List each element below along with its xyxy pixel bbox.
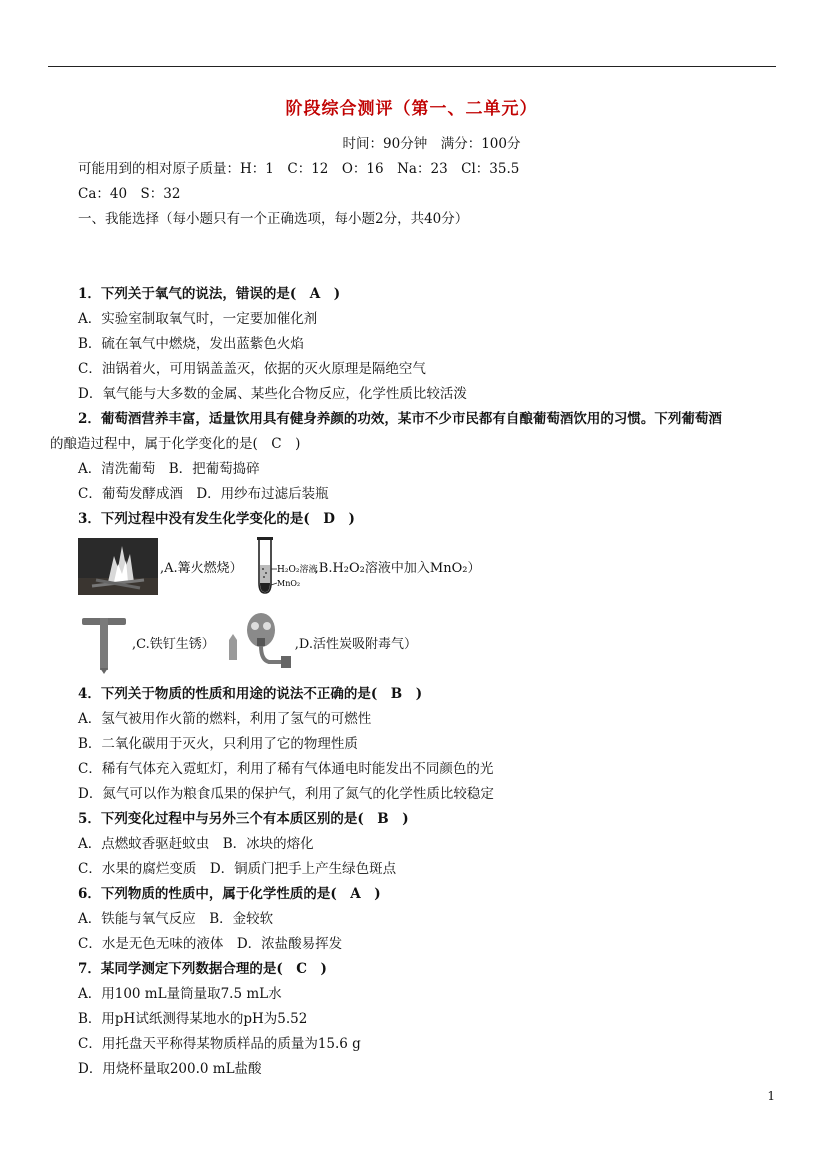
question-3-stem: 3．下列过程中没有发生化学变化的是( D ) — [78, 511, 355, 527]
page-number: 1 — [767, 1089, 775, 1103]
figure-a-caption: ,A.篝火燃烧） — [160, 560, 243, 576]
question-6-options-cd: C．水是无色无味的液体 D．浓盐酸易挥发 — [78, 936, 343, 952]
figure-b-label-catalyst: MnO₂ — [276, 579, 300, 588]
figure-d-caption: ,D.活性炭吸附毒气） — [294, 636, 417, 652]
question-6-options-ab: A．铁能与氧气反应 B．金较软 — [78, 911, 274, 927]
top-rule — [48, 66, 776, 67]
question-1-option-a: A．实验室制取氧气时，一定要加催化剂 — [78, 311, 318, 327]
question-4-option-a: A．氢气被用作火箭的燃料，利用了氢气的可燃性 — [78, 711, 372, 727]
gas-mask-image — [223, 610, 293, 674]
page-title: 阶段综合测评（第一、二单元） — [285, 99, 538, 119]
question-7-option-b: B．用pH试纸测得某地水的pH为5.52 — [78, 1011, 308, 1027]
question-3-figures-row-2 — [78, 608, 425, 676]
question-4-stem: 4．下列关于物质的性质和用途的说法不正确的是( B ) — [78, 686, 423, 702]
question-2-options-ab: A．清洗葡萄 B．把葡萄捣碎 — [78, 461, 260, 477]
question-6-stem: 6．下列物质的性质中，属于化学性质的是( A ) — [78, 886, 381, 902]
bonfire-image — [78, 538, 158, 595]
figure-c-caption: ,C.铁钉生锈） — [132, 636, 215, 652]
atomic-mass-line-2: Ca：40 S：32 — [78, 186, 181, 202]
question-4-option-d: D．氮气可以作为粮食瓜果的保护气，利用了氮气的化学性质比较稳定 — [78, 786, 494, 802]
question-7-stem: 7．某同学测定下列数据合理的是( C ) — [78, 961, 327, 977]
question-7-option-d: D．用烧杯量取200.0 mL盐酸 — [78, 1061, 262, 1077]
question-5-options-cd: C．水果的腐烂变质 D．铜质门把手上产生绿色斑点 — [78, 861, 397, 877]
question-2-options-cd: C．葡萄发酵成酒 D．用纱布过滤后装瓶 — [78, 486, 329, 502]
question-7-option-c: C．用托盘天平称得某物质样品的质量为15.6 g — [78, 1036, 361, 1052]
question-1-option-c: C．油锅着火，可用锅盖盖灭，依据的灭火原理是隔绝空气 — [78, 361, 426, 377]
question-5-options-ab: A．点燃蚊香驱赶蚊虫 B．冰块的熔化 — [78, 836, 314, 852]
question-4-option-b: B．二氧化碳用于灭火，只利用了它的物理性质 — [78, 736, 358, 752]
question-3-figures-row-1 — [78, 536, 488, 596]
question-7-option-a: A．用100 mL量筒量取7.5 mL水 — [78, 986, 282, 1002]
test-tube-image — [251, 535, 318, 597]
question-5-stem: 5．下列变化过程中与另外三个有本质区别的是( B ) — [78, 811, 409, 827]
section-heading: 一、我能选择（每小题只有一个正确选项，每小题2分，共40分） — [78, 211, 469, 227]
question-1-option-b: B．硫在氧气中燃烧，发出蓝紫色火焰 — [78, 336, 304, 352]
question-1-option-d: D．氧气能与大多数的金属、某些化合物反应，化学性质比较活泼 — [78, 386, 467, 402]
question-2-stem-cont: 的酿造过程中，属于化学变化的是( C ) — [50, 436, 301, 452]
iron-nail-image — [78, 610, 130, 674]
atomic-mass-line-1: 可能用到的相对原子质量：H：1 C：12 O：16 Na：23 Cl：35.5 — [78, 161, 520, 177]
time-info: 时间：90分钟 满分：100分 — [342, 136, 521, 152]
question-4-option-c: C．稀有气体充入霓虹灯，利用了稀有气体通电时能发出不同颜色的光 — [78, 761, 494, 777]
figure-b-label-solution: H₂O₂溶液 — [276, 565, 318, 575]
question-1-stem: 1．下列关于氧气的说法，错误的是( A ) — [78, 286, 341, 302]
figure-b-caption: ,B.H₂O₂溶液中加入MnO₂） — [314, 560, 481, 576]
question-2-stem: 2．葡萄酒营养丰富，适量饮用具有健身养颜的功效，某市不少市民都有自酿葡萄酒饮用的习惯。下列葡萄酒 — [78, 411, 722, 427]
